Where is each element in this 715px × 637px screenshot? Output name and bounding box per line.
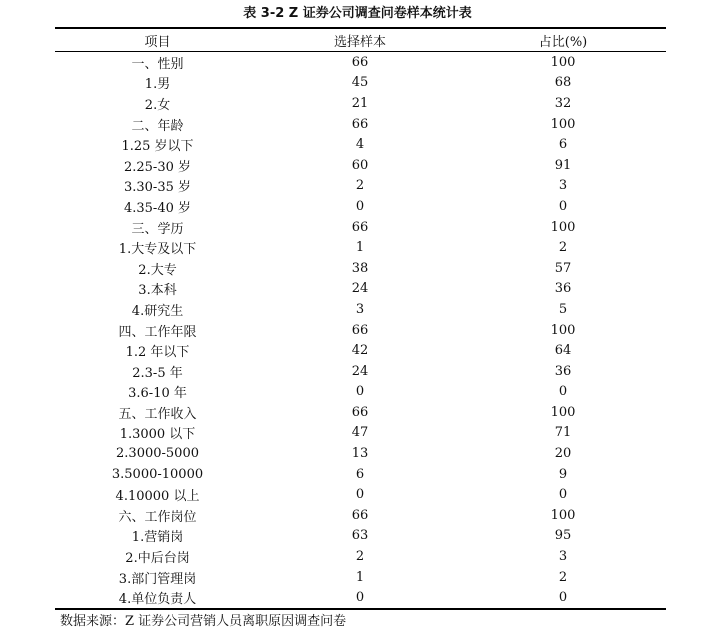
table-row xyxy=(55,526,666,547)
cell-sample: 21 xyxy=(351,95,369,111)
cell-percent: 91 xyxy=(554,157,572,173)
cell-item: 3.30-35 岁 xyxy=(123,180,191,196)
cell-percent: 57 xyxy=(554,260,572,276)
table-row xyxy=(55,155,666,176)
cell-item: 3.本科 xyxy=(138,283,177,299)
cell-item: 2.25-30 岁 xyxy=(123,159,191,175)
table-row xyxy=(55,217,666,238)
cell-percent: 0 xyxy=(558,590,568,606)
cell-item: 3.6-10 年 xyxy=(128,386,187,402)
survey-sample-table xyxy=(55,27,666,610)
cell-sample: 1 xyxy=(355,569,365,585)
cell-item: 1.25 岁以下 xyxy=(121,139,194,155)
cell-item: 四、工作年限 xyxy=(118,324,197,340)
table-row xyxy=(55,93,666,114)
cell-item: 1.营销岗 xyxy=(131,530,184,546)
cell-sample: 0 xyxy=(355,487,365,503)
cell-item: 4.10000 以上 xyxy=(115,489,200,505)
table-row xyxy=(55,176,666,197)
cell-item: 2.女 xyxy=(144,97,171,113)
cell-sample: 4 xyxy=(355,137,365,153)
table-row xyxy=(55,73,666,94)
table-row xyxy=(55,320,666,341)
table-row xyxy=(55,402,666,423)
cell-sample: 0 xyxy=(355,384,365,400)
cell-item: 五、工作收入 xyxy=(118,406,197,422)
table-body xyxy=(55,52,666,610)
cell-item: 2.3000-5000 xyxy=(116,446,199,462)
cell-item: 1.3000 以下 xyxy=(119,427,196,443)
cell-percent: 5 xyxy=(558,301,568,317)
cell-percent: 100 xyxy=(550,322,576,338)
table-header-row xyxy=(55,28,666,52)
cell-item: 4.35-40 岁 xyxy=(123,200,191,216)
cell-item: 4.研究生 xyxy=(131,303,184,319)
cell-percent: 64 xyxy=(554,343,572,359)
cell-percent: 68 xyxy=(554,75,572,91)
cell-item: 二、年龄 xyxy=(131,118,184,134)
cell-item: 3.部门管理岗 xyxy=(118,571,197,587)
cell-sample: 63 xyxy=(351,528,369,544)
table-row xyxy=(55,299,666,320)
cell-item: 1.男 xyxy=(144,77,171,93)
cell-sample: 66 xyxy=(351,507,369,523)
table-row xyxy=(55,134,666,155)
cell-percent: 100 xyxy=(550,507,576,523)
header-sample: 选择样本 xyxy=(333,34,386,50)
table-row xyxy=(55,361,666,382)
table-row xyxy=(55,196,666,217)
table-row xyxy=(55,382,666,403)
cell-percent: 32 xyxy=(554,95,572,111)
cell-sample: 66 xyxy=(351,116,369,132)
table-row xyxy=(55,52,666,73)
table-row xyxy=(55,587,666,609)
cell-percent: 71 xyxy=(554,425,572,441)
table-row xyxy=(55,237,666,258)
cell-percent: 20 xyxy=(554,446,572,462)
table-row xyxy=(55,443,666,464)
cell-sample: 2 xyxy=(355,178,365,194)
cell-sample: 2 xyxy=(355,549,365,565)
cell-item: 3.5000-10000 xyxy=(111,466,204,482)
cell-sample: 42 xyxy=(351,343,369,359)
table-row xyxy=(55,567,666,588)
cell-sample: 45 xyxy=(351,75,369,91)
cell-percent: 100 xyxy=(550,404,576,420)
cell-sample: 1 xyxy=(355,240,365,256)
cell-sample: 60 xyxy=(351,157,369,173)
table-row xyxy=(55,464,666,485)
table-row xyxy=(55,114,666,135)
data-source-note: 数据来源：Z 证券公司营销人员离职原因调查问卷 xyxy=(60,614,347,629)
cell-percent: 36 xyxy=(554,363,572,379)
cell-sample: 24 xyxy=(351,363,369,379)
header-item: 项目 xyxy=(144,34,171,50)
table-row xyxy=(55,258,666,279)
cell-sample: 66 xyxy=(351,404,369,420)
table-row xyxy=(55,505,666,526)
header-percent: 占比(%) xyxy=(538,34,588,50)
cell-percent: 100 xyxy=(550,219,576,235)
cell-sample: 47 xyxy=(351,425,369,441)
cell-sample: 13 xyxy=(351,446,369,462)
table-title: 表 3-2 Z 证券公司调查问卷样本统计表 xyxy=(243,6,472,21)
cell-percent: 9 xyxy=(558,466,568,482)
cell-sample: 6 xyxy=(355,466,365,482)
cell-sample: 66 xyxy=(351,54,369,70)
cell-sample: 66 xyxy=(351,219,369,235)
cell-item: 三、学历 xyxy=(131,221,184,237)
cell-item: 2.中后台岗 xyxy=(125,551,190,567)
cell-percent: 2 xyxy=(558,240,568,256)
cell-percent: 3 xyxy=(558,549,568,565)
cell-percent: 2 xyxy=(558,569,568,585)
cell-sample: 38 xyxy=(351,260,369,276)
cell-item: 1.2 年以下 xyxy=(125,345,190,361)
cell-percent: 100 xyxy=(550,54,576,70)
table-row xyxy=(55,423,666,444)
cell-sample: 24 xyxy=(351,281,369,297)
cell-sample: 66 xyxy=(351,322,369,338)
table-row xyxy=(55,484,666,505)
cell-percent: 0 xyxy=(558,198,568,214)
cell-percent: 3 xyxy=(558,178,568,194)
table-row xyxy=(55,546,666,567)
table-row xyxy=(55,340,666,361)
cell-sample: 3 xyxy=(355,301,365,317)
cell-percent: 95 xyxy=(554,528,572,544)
cell-percent: 0 xyxy=(558,384,568,400)
cell-percent: 0 xyxy=(558,487,568,503)
cell-item: 2.3-5 年 xyxy=(132,365,183,381)
cell-item: 1.大专及以下 xyxy=(118,242,197,258)
cell-sample: 0 xyxy=(355,198,365,214)
cell-percent: 100 xyxy=(550,116,576,132)
cell-item: 一、性别 xyxy=(131,56,184,72)
cell-item: 4.单位负责人 xyxy=(118,592,197,608)
cell-percent: 6 xyxy=(558,137,568,153)
cell-item: 2.大专 xyxy=(138,262,177,278)
cell-sample: 0 xyxy=(355,590,365,606)
cell-percent: 36 xyxy=(554,281,572,297)
cell-item: 六、工作岗位 xyxy=(118,509,197,525)
table-row xyxy=(55,279,666,300)
